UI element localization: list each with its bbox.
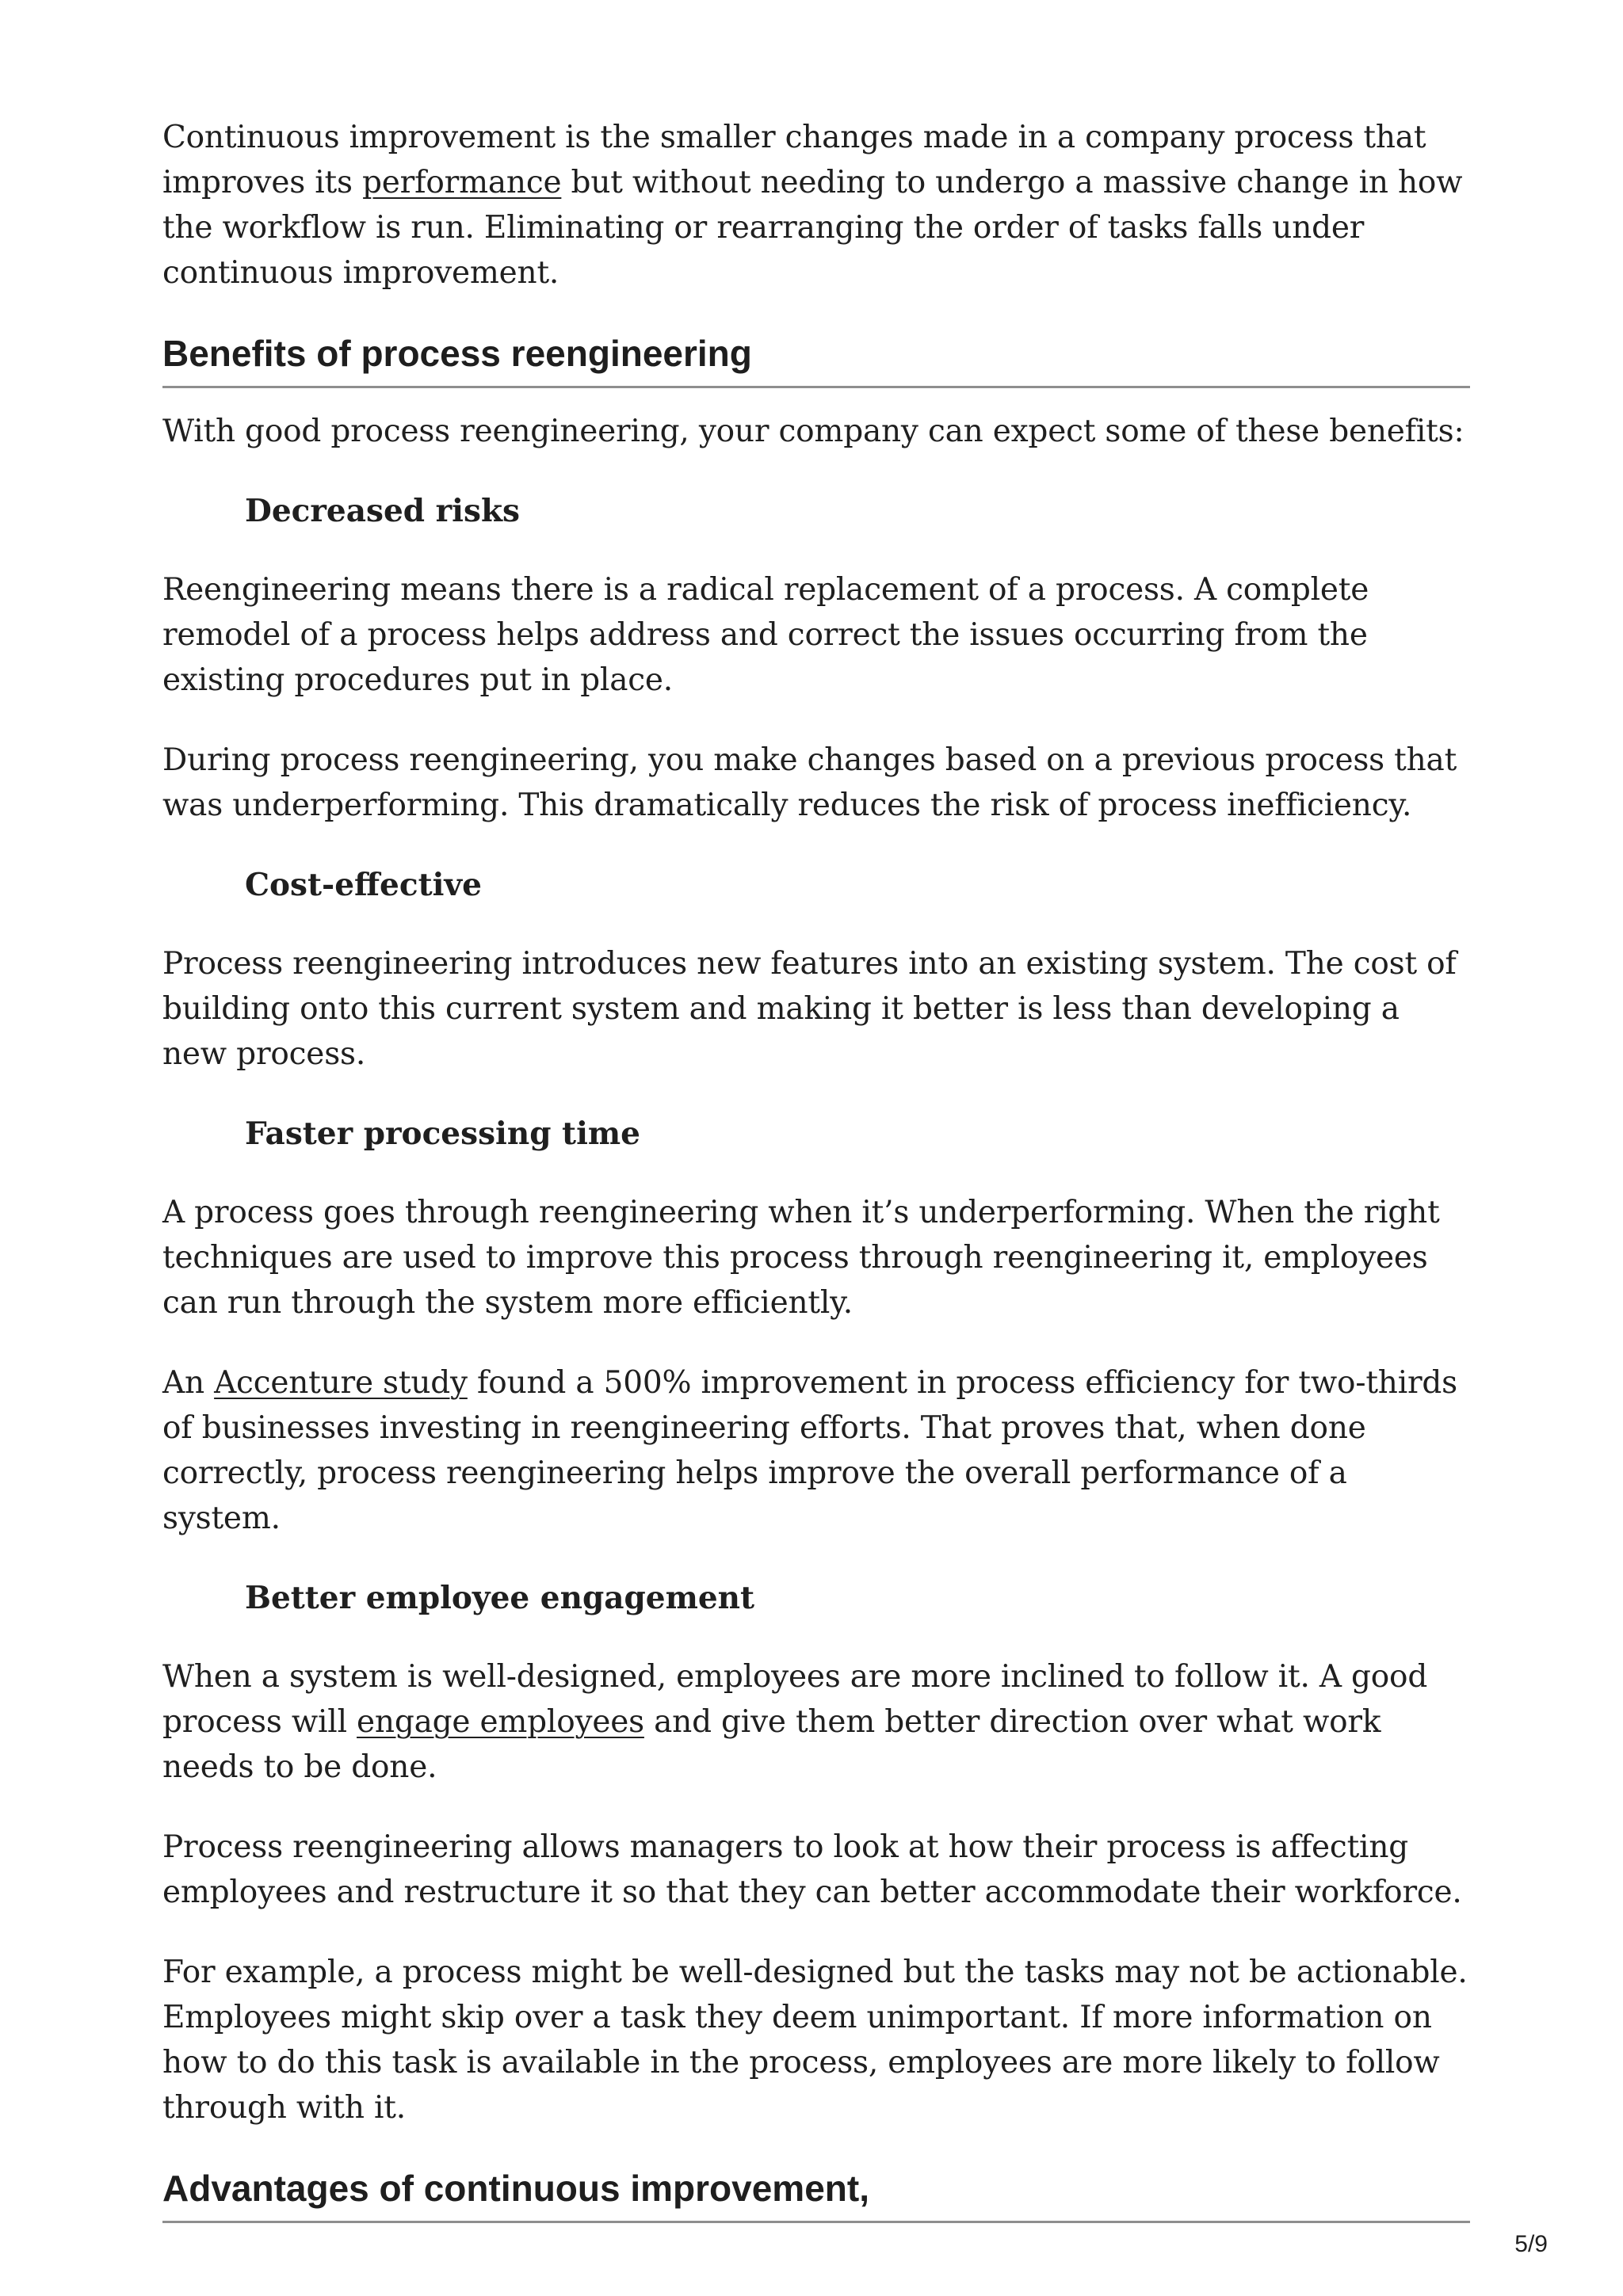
benefits-heading: Benefits of process reengineering	[162, 330, 1470, 388]
employee-engagement-paragraph-2: Process reengineering allows managers to look at how their process is affecting employees and restructure it so that they can better accommodate their workforce.	[162, 1829, 1462, 1910]
engage-employees-link[interactable]: engage employees	[357, 1704, 644, 1740]
benefits-lead-paragraph: With good process reengineering, your company can expect some of these benefits:	[162, 414, 1465, 449]
page-number: 5/9	[1514, 2231, 1548, 2257]
faster-processing-paragraph-1: A process goes through reengineering when it’s underperforming. When the right techniques are used to improve this process through reengineering it, employees can run through the system more efficiently.	[162, 1195, 1440, 1321]
faster-processing-paragraph-2: An Accenture study found a 500% improvement in process efficiency for two-thirds of businesses investing in reengineering efforts. That proves that, when done correctly, process reengineering helps improve the overall performance of a system.	[162, 1365, 1457, 1536]
decreased-risks-paragraph-2: During process reengineering, you make changes based on a previous process that was underperforming. This dramatically reduces the risk of process inefficiency.	[162, 742, 1457, 823]
cost-effective-paragraph: Process reengineering introduces new features into an existing system. The cost of building onto this current system and making it better is less than developing a new process.	[162, 946, 1457, 1072]
accenture-study-link[interactable]: Accenture study	[214, 1365, 468, 1401]
employee-engagement-paragraph-3: For example, a process might be well-designed but the tasks may not be actionable. Employees might skip over a task they deem unimportant. If more information on how to do this task is available in the process, employees are more likely to follow through with it.	[162, 1955, 1468, 2126]
employee-engagement-subheading: Better employee engagement	[245, 1580, 755, 1616]
advantages-heading: Advantages of continuous improvement,	[162, 2165, 1470, 2223]
cost-effective-subheading: Cost-effective	[245, 867, 482, 903]
document-page	[162, 115, 1470, 2244]
employee-engagement-paragraph-1: When a system is well-designed, employees are more inclined to follow it. A good process will engage employees and give them better direction over what work needs to be done.	[162, 1659, 1428, 1785]
intro-paragraph: Continuous improvement is the smaller changes made in a company process that improves its performance but without needing to undergo a massive change in how the workflow is run. Eliminating or rearranging the order of tasks falls under continuous improvement.	[162, 120, 1463, 291]
decreased-risks-subheading: Decreased risks	[245, 493, 520, 529]
faster-processing-subheading: Faster processing time	[245, 1116, 640, 1152]
performance-link[interactable]: performance	[362, 165, 562, 200]
decreased-risks-paragraph-1: Reengineering means there is a radical replacement of a process. A complete remodel of a process helps address and correct the issues occurring from the existing procedures put in place.	[162, 572, 1369, 698]
